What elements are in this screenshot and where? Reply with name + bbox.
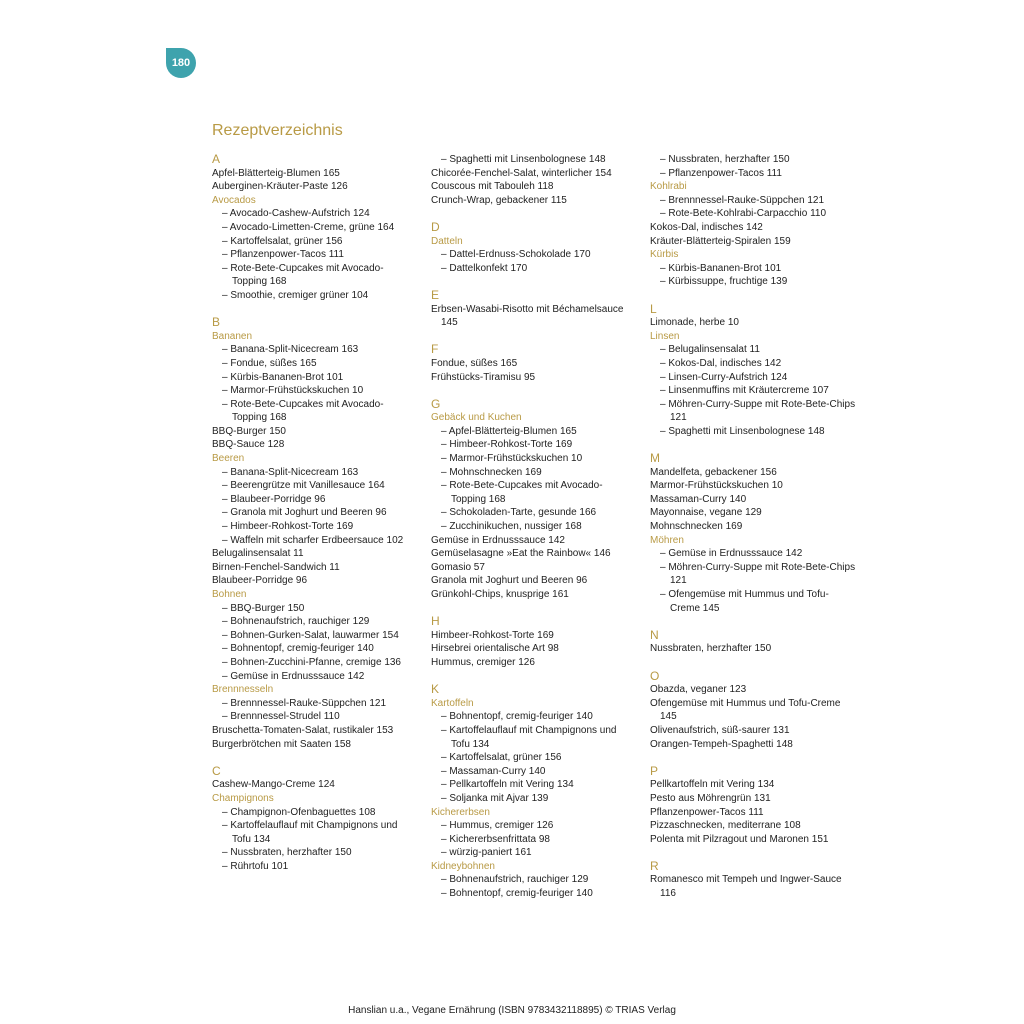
section-gap bbox=[650, 656, 856, 670]
index-subentry: – Schokoladen-Tarte, gesunde 166 bbox=[431, 506, 637, 520]
index-subentry: – Pellkartoffeln mit Vering 134 bbox=[431, 778, 637, 792]
index-subentry: – Zucchinikuchen, nussiger 168 bbox=[431, 520, 637, 534]
index-entry: Olivenaufstrich, süß-saurer 131 bbox=[650, 724, 790, 736]
index-subentry: – Brennnessel-Strudel 110 bbox=[212, 710, 418, 724]
index-category: Avocados bbox=[212, 194, 256, 206]
index-entry: Chicorée-Fenchel-Salat, winterlicher 154 bbox=[431, 167, 612, 179]
index-subentry: – Granola mit Joghurt und Beeren 96 bbox=[212, 506, 418, 520]
index-entry: Limonade, herbe 10 bbox=[650, 317, 739, 329]
section-gap bbox=[650, 615, 856, 629]
index-subentry: – Champignon-Ofenbaguettes 108 bbox=[212, 806, 418, 820]
index-subentry: – Avocado-Limetten-Creme, grüne 164 bbox=[212, 221, 418, 235]
index-letter: L bbox=[650, 301, 657, 316]
index-column-3 bbox=[650, 153, 856, 901]
index-entry: Granola mit Joghurt und Beeren 96 bbox=[431, 575, 588, 587]
index-entry: Erbsen-Wasabi-Risotto mit Béchamelsauce 145 bbox=[431, 303, 624, 329]
index-subentry: – Massaman-Curry 140 bbox=[431, 765, 637, 779]
index-entry: Belugalinsensalat 11 bbox=[212, 548, 304, 560]
index-category: Kichererbsen bbox=[431, 806, 490, 818]
index-entry: Orangen-Tempeh-Spaghetti 148 bbox=[650, 738, 793, 750]
section-gap bbox=[431, 670, 637, 684]
index-category: Beeren bbox=[212, 453, 245, 465]
index-letter: P bbox=[650, 763, 659, 778]
section-gap bbox=[650, 846, 856, 860]
section-gap bbox=[212, 303, 418, 317]
index-column-2 bbox=[431, 153, 637, 901]
index-category: Kidneybohnen bbox=[431, 860, 495, 872]
index-category: Gebäck und Kuchen bbox=[431, 412, 522, 424]
page-number-badge: 180 bbox=[166, 48, 196, 78]
index-category: Möhren bbox=[650, 534, 684, 546]
index-subentry: – Gemüse in Erdnusssauce 142 bbox=[650, 547, 856, 561]
index-entry: Polenta mit Pilzragout und Maronen 151 bbox=[650, 833, 829, 845]
index-subentry: – Banana-Split-Nicecream 163 bbox=[212, 343, 418, 357]
index-subentry: – Linsenmuffins mit Kräutercreme 107 bbox=[650, 384, 856, 398]
index-subentry: – BBQ-Burger 150 bbox=[212, 602, 418, 616]
index-entry: BBQ-Sauce 128 bbox=[212, 439, 285, 451]
index-entry: Mohnschnecken 169 bbox=[650, 521, 743, 533]
index-subentry: – Marmor-Frühstückskuchen 10 bbox=[431, 452, 637, 466]
index-subentry: – Kokos-Dal, indisches 142 bbox=[650, 357, 856, 371]
index-entry: Massaman-Curry 140 bbox=[650, 493, 747, 505]
index-subentry: – Kartoffelauflauf mit Champignons und Tofu 134 bbox=[212, 819, 418, 846]
index-subentry: – Bohnentopf, cremig-feuriger 140 bbox=[212, 642, 418, 656]
index-subentry: – Gemüse in Erdnusssauce 142 bbox=[212, 670, 418, 684]
index-subentry: – Nussbraten, herzhafter 150 bbox=[650, 153, 856, 167]
index-subentry: – Himbeer-Rohkost-Torte 169 bbox=[431, 438, 637, 452]
index-subentry: – Möhren-Curry-Suppe mit Rote-Bete-Chips 121 bbox=[650, 561, 856, 588]
section-gap bbox=[431, 275, 637, 289]
index-subentry: – Rote-Bete-Cupcakes mit Avocado-Topping 168 bbox=[431, 479, 637, 506]
index-subentry: – Avocado-Cashew-Aufstrich 124 bbox=[212, 207, 418, 221]
index-entry: Gemüse in Erdnusssauce 142 bbox=[431, 534, 565, 546]
index-entry: Nussbraten, herzhafter 150 bbox=[650, 643, 772, 655]
index-letter: M bbox=[650, 451, 660, 466]
index-letter: B bbox=[212, 315, 221, 330]
footer-citation: Hanslian u.a., Vegane Ernährung (ISBN 9783432118895) © TRIAS Verlag bbox=[348, 1005, 676, 1016]
index-entry: Himbeer-Rohkost-Torte 169 bbox=[431, 629, 554, 641]
index-entry: Grünkohl-Chips, knusprige 161 bbox=[431, 589, 569, 600]
index-entry: Gomasio 57 bbox=[431, 561, 485, 573]
index-column-1 bbox=[212, 153, 418, 873]
index-letter: G bbox=[431, 396, 441, 411]
section-gap bbox=[650, 751, 856, 765]
index-category: Kürbis bbox=[650, 249, 679, 261]
index-subentry: – Dattelkonfekt 170 bbox=[431, 262, 637, 276]
section-gap bbox=[650, 438, 856, 452]
index-letter: N bbox=[650, 627, 659, 642]
index-subentry: – Waffeln mit scharfer Erdbeersauce 102 bbox=[212, 534, 418, 548]
index-entry: Birnen-Fenchel-Sandwich 11 bbox=[212, 561, 340, 573]
index-subentry: – Rote-Bete-Cupcakes mit Avocado-Topping 168 bbox=[212, 398, 418, 425]
index-letter: O bbox=[650, 668, 660, 683]
index-entry: Hummus, cremiger 126 bbox=[431, 656, 535, 668]
index-subentry: – Nussbraten, herzhafter 150 bbox=[212, 846, 418, 860]
index-category: Brennnesseln bbox=[212, 684, 274, 696]
section-gap bbox=[431, 602, 637, 616]
section-gap bbox=[212, 751, 418, 765]
index-subentry: – Bohnen-Gurken-Salat, lauwarmer 154 bbox=[212, 629, 418, 643]
index-subentry: – Belugalinsensalat 11 bbox=[650, 343, 856, 357]
index-subentry: – Soljanka mit Ajvar 139 bbox=[431, 792, 637, 806]
index-subentry: – Kürbissuppe, fruchtige 139 bbox=[650, 275, 856, 289]
index-entry: Frühstücks-Tiramisu 95 bbox=[431, 371, 536, 383]
index-entry: Mandelfeta, gebackener 156 bbox=[650, 466, 777, 478]
index-subentry: – Dattel-Erdnuss-Schokolade 170 bbox=[431, 248, 637, 262]
index-entry: Kräuter-Blätterteig-Spiralen 159 bbox=[650, 235, 791, 247]
index-subentry: – Rote-Bete-Cupcakes mit Avocado-Topping 168 bbox=[212, 262, 418, 289]
index-entry: Bruschetta-Tomaten-Salat, rustikaler 153 bbox=[212, 724, 394, 736]
index-entry: Marmor-Frühstückskuchen 10 bbox=[650, 480, 783, 492]
index-letter: C bbox=[212, 763, 221, 778]
index-subentry: – Marmor-Frühstückskuchen 10 bbox=[212, 384, 418, 398]
index-entry: Hirsebrei orientalische Art 98 bbox=[431, 643, 559, 655]
index-entry: Romanesco mit Tempeh und Ingwer-Sauce 116 bbox=[650, 874, 842, 900]
index-subentry: – Bohnen-Zucchini-Pfanne, cremige 136 bbox=[212, 656, 418, 670]
index-letter: F bbox=[431, 342, 439, 357]
index-entry: Pizzaschnecken, mediterrane 108 bbox=[650, 820, 801, 832]
index-entry: Obazda, veganer 123 bbox=[650, 684, 747, 696]
index-subentry: – Bohnentopf, cremig-feuriger 140 bbox=[431, 710, 637, 724]
index-subentry: – Bohnentopf, cremig-feuriger 140 bbox=[431, 887, 637, 901]
index-entry: Burgerbrötchen mit Saaten 158 bbox=[212, 738, 351, 750]
index-subentry: – Smoothie, cremiger grüner 104 bbox=[212, 289, 418, 303]
index-subentry: – Kartoffelsalat, grüner 156 bbox=[212, 235, 418, 249]
index-entry: Pflanzenpower-Tacos 111 bbox=[650, 806, 764, 818]
index-subentry: – Pflanzenpower-Tacos 111 bbox=[650, 167, 856, 181]
index-entry: Apfel-Blätterteig-Blumen 165 bbox=[212, 167, 340, 179]
index-entry: Mayonnaise, vegane 129 bbox=[650, 507, 762, 519]
index-letter: K bbox=[431, 682, 440, 697]
index-entry: Cashew-Mango-Creme 124 bbox=[212, 779, 335, 791]
index-subentry: – Ofengemüse mit Hummus und Tofu-Creme 145 bbox=[650, 588, 856, 615]
index-subentry: – Kartoffelsalat, grüner 156 bbox=[431, 751, 637, 765]
index-subentry: – Bohnenaufstrich, rauchiger 129 bbox=[431, 873, 637, 887]
index-subentry: – Mohnschnecken 169 bbox=[431, 466, 637, 480]
index-entry: Ofengemüse mit Hummus und Tofu-Creme 145 bbox=[650, 697, 841, 723]
index-subentry: – Himbeer-Rohkost-Torte 169 bbox=[212, 520, 418, 534]
index-subentry: – Brennnessel-Rauke-Süppchen 121 bbox=[212, 697, 418, 711]
index-subentry: – Kürbis-Bananen-Brot 101 bbox=[212, 371, 418, 385]
index-subentry: – Kartoffelauflauf mit Champignons und Tofu 134 bbox=[431, 724, 637, 751]
index-category: Bananen bbox=[212, 330, 253, 342]
index-category: Datteln bbox=[431, 235, 463, 247]
index-category: Kohlrabi bbox=[650, 181, 687, 193]
index-entry: Crunch-Wrap, gebackener 115 bbox=[431, 194, 567, 206]
index-subentry: – würzig-paniert 161 bbox=[431, 846, 637, 860]
index-subentry: – Kürbis-Bananen-Brot 101 bbox=[650, 262, 856, 276]
index-letter: A bbox=[212, 152, 221, 166]
index-entry: Gemüselasagne »Eat the Rainbow« 146 bbox=[431, 548, 611, 560]
index-letter: E bbox=[431, 287, 440, 302]
index-subentry: – Rührtofu 101 bbox=[212, 860, 418, 874]
index-subentry: – Beerengrütze mit Vanillesauce 164 bbox=[212, 479, 418, 493]
index-subentry: – Apfel-Blätterteig-Blumen 165 bbox=[431, 425, 637, 439]
section-gap bbox=[431, 330, 637, 344]
index-entry: BBQ-Burger 150 bbox=[212, 425, 286, 437]
index-entry: Pesto aus Möhrengrün 131 bbox=[650, 792, 771, 804]
index-subentry: – Fondue, süßes 165 bbox=[212, 357, 418, 371]
index-entry: Couscous mit Tabouleh 118 bbox=[431, 181, 554, 193]
index-letter: D bbox=[431, 219, 440, 234]
index-subentry: – Blaubeer-Porridge 96 bbox=[212, 493, 418, 507]
index-entry: Auberginen-Kräuter-Paste 126 bbox=[212, 181, 348, 193]
index-category: Kartoffeln bbox=[431, 697, 474, 709]
index-subentry: – Möhren-Curry-Suppe mit Rote-Bete-Chips 121 bbox=[650, 398, 856, 425]
index-subentry: – Spaghetti mit Linsenbolognese 148 bbox=[431, 153, 637, 167]
index-subentry: – Linsen-Curry-Aufstrich 124 bbox=[650, 371, 856, 385]
index-subentry: – Hummus, cremiger 126 bbox=[431, 819, 637, 833]
page-title: Rezeptverzeichnis bbox=[212, 122, 343, 139]
index-entry: Fondue, süßes 165 bbox=[431, 357, 518, 369]
index-subentry: – Spaghetti mit Linsenbolognese 148 bbox=[650, 425, 856, 439]
index-category: Champignons bbox=[212, 792, 274, 804]
section-gap bbox=[431, 207, 637, 221]
index-letter: R bbox=[650, 858, 659, 873]
index-subentry: – Pflanzenpower-Tacos 111 bbox=[212, 248, 418, 262]
index-letter: H bbox=[431, 614, 440, 629]
index-entry: Pellkartoffeln mit Vering 134 bbox=[650, 779, 775, 791]
index-entry: Kokos-Dal, indisches 142 bbox=[650, 221, 763, 233]
index-subentry: – Banana-Split-Nicecream 163 bbox=[212, 466, 418, 480]
index-subentry: – Brennnessel-Rauke-Süppchen 121 bbox=[650, 194, 856, 208]
section-gap bbox=[650, 289, 856, 303]
index-category: Bohnen bbox=[212, 589, 247, 600]
index-category: Linsen bbox=[650, 330, 680, 342]
index-subentry: – Bohnenaufstrich, rauchiger 129 bbox=[212, 615, 418, 629]
index-subentry: – Kichererbsenfrittata 98 bbox=[431, 833, 637, 847]
section-gap bbox=[431, 384, 637, 398]
index-subentry: – Rote-Bete-Kohlrabi-Carpacchio 110 bbox=[650, 207, 856, 221]
index-entry: Blaubeer-Porridge 96 bbox=[212, 575, 308, 587]
